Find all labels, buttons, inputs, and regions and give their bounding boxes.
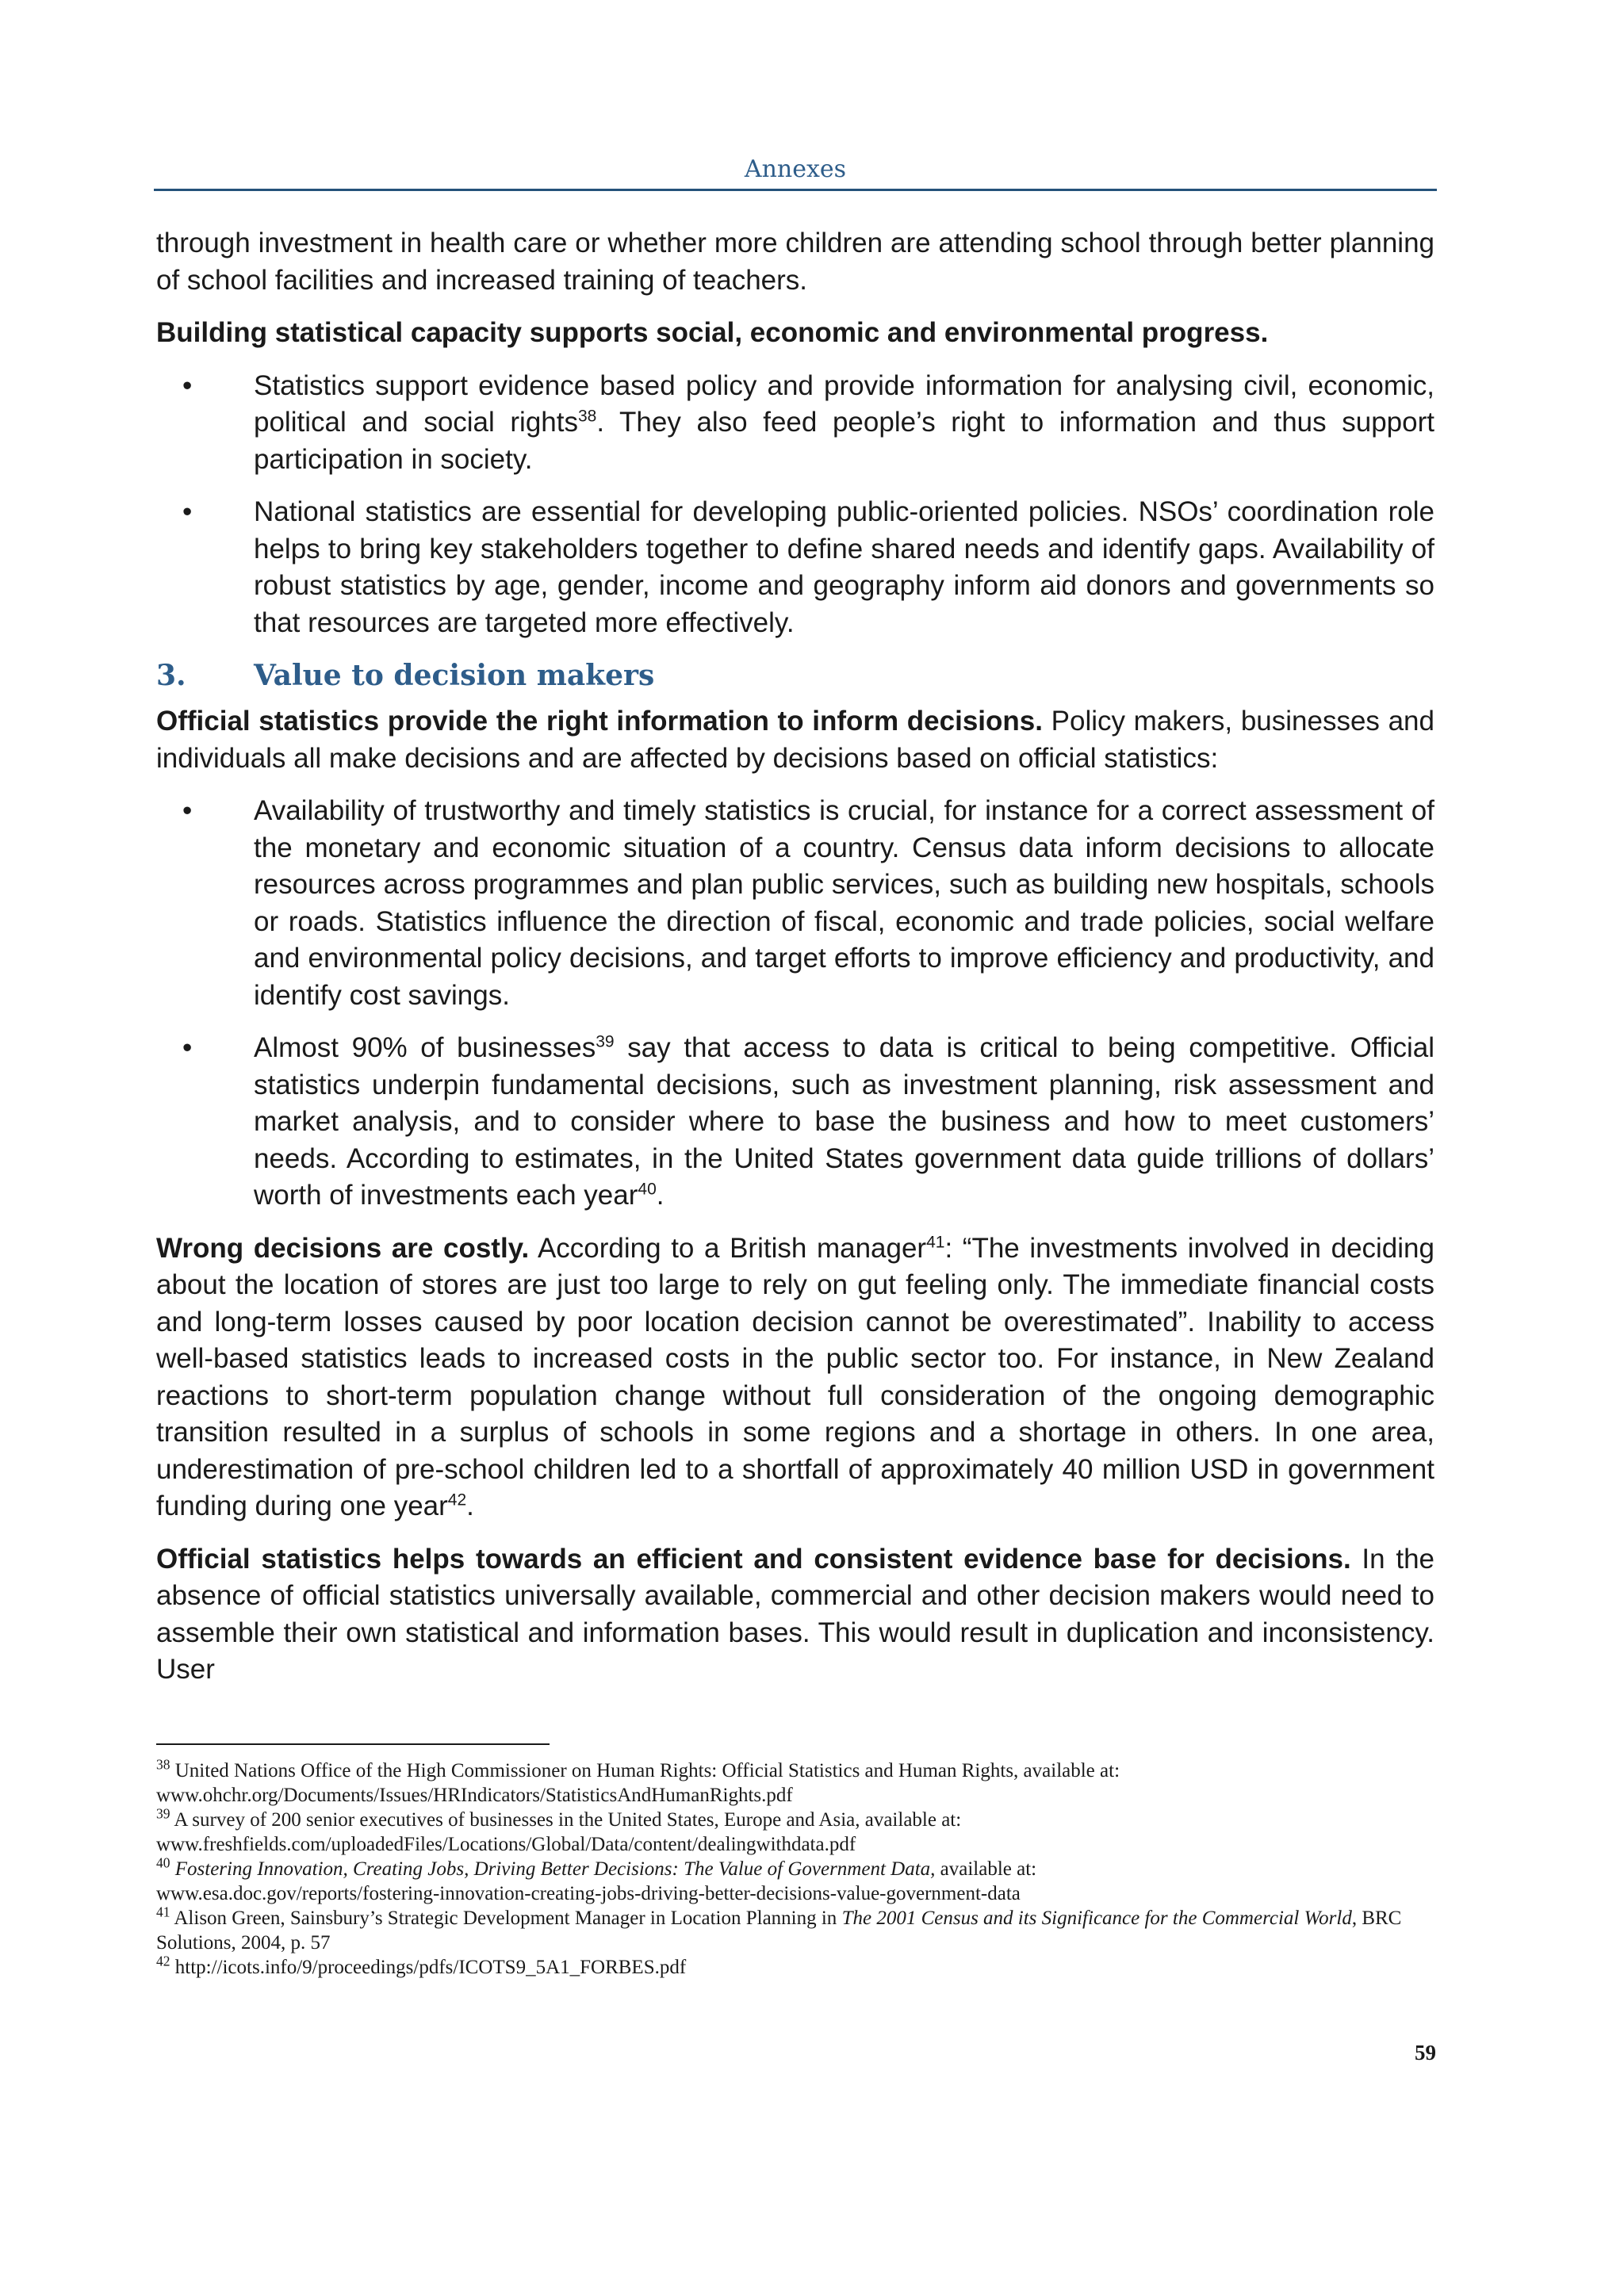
footnote-38	[156, 1758, 1434, 1808]
paragraph	[156, 1230, 1434, 1525]
paragraph-text: : “The investments involved in deciding about the location of stores are just too large to rely on gut feeling only. The immediate financial costs and long-term losses caused by poor location decision cannot be overestimated”. Inability to access well-based statistics leads to increased costs in the public sector too. For instance, in New Zealand reactions to short-term population change without full consideration of the ongoing demographic transition resulted in a surplus of schools in some regions and a shortage in others. In one area, underestimation of pre-school children led to a shortfall of approximately 40 million USD in government funding during one year	[156, 1232, 1434, 1521]
footnote-text: available at:	[935, 1858, 1037, 1880]
footnote-ref[interactable]: 41	[926, 1232, 945, 1251]
list-item: • Availability of trustworthy and timely statistics is crucial, for instance for a correct assessment of the monetary and economic situation of a country. Census data inform decisions to allocate resources across programmes and plan public services, such as building new hospitals, schools or roads. Statistics influence the direction of fiscal, economic and trade policies, social welfare and environmental policy decisions, and target efforts to improve efficiency and productivity, and identify cost savings.	[254, 793, 1434, 1014]
footnote-number: 38	[156, 1756, 170, 1773]
list-item: • National statistics are essential for developing public-oriented policies. NSOs’ coordination role helps to bring key stakeholders together to define shared needs and identify gaps. Availability of robust statistics by age, gender, income and geography inform aid donors and governments so that resources are targeted more effectively.	[254, 494, 1434, 641]
bold-lead: Official statistics helps towards an efficient and consistent evidence base for decisions.	[156, 1543, 1351, 1575]
footnote-link[interactable]: www.freshfields.com/uploadedFiles/Locations/Global/Data/content/dealingwithdata.pdf	[156, 1834, 856, 1855]
list-item	[254, 1030, 1434, 1215]
page-number: 59	[1415, 2041, 1436, 2064]
paragraph-text: According to a British manager	[529, 1232, 927, 1264]
section-title: Value to decision makers	[254, 659, 655, 692]
footnote-link[interactable]: www.esa.doc.gov/reports/fostering-innovation-creating-jobs-driving-better-decisions-value-government-data	[156, 1883, 1021, 1904]
list-item-text: Statistics support evidence based policy and provide information for analysing civil, economic, political and social rights	[254, 369, 1434, 438]
footnote-ref[interactable]: 39	[596, 1032, 615, 1051]
bold-lead: Wrong decisions are costly.	[156, 1232, 530, 1264]
footnote-number: 39	[156, 1805, 170, 1822]
footnote-number: 40	[156, 1854, 170, 1871]
paragraph	[156, 1541, 1434, 1689]
section-number: 3.	[156, 659, 186, 692]
footnote-link[interactable]: www.ohchr.org/Documents/Issues/HRIndicators/StatisticsAndHumanRights.pdf	[156, 1785, 793, 1806]
bold-lead: Building statistical capacity supports social, economic and environmental progress.	[156, 317, 1269, 348]
footnote-link[interactable]: http://icots.info/9/proceedings/pdfs/ICOTS9_5A1_FORBES.pdf	[170, 1957, 687, 1978]
paragraph-heading	[156, 315, 1434, 352]
paragraph	[156, 703, 1434, 777]
bullet-list	[156, 793, 1434, 1215]
footnote-39	[156, 1805, 1434, 1857]
list-item-text: .	[656, 1180, 665, 1211]
paragraph-text: Policy makers, businesses and individuals all make decisions and are affected by decisions based on official statistics:	[156, 706, 1434, 774]
footnote-ref[interactable]: 38	[577, 407, 597, 426]
footnote-ref[interactable]: 40	[638, 1180, 657, 1199]
footnote-title: The 2001 Census and its Significance for the Commercial World	[841, 1908, 1352, 1929]
footnotes	[156, 1758, 1434, 1980]
section-heading	[156, 657, 1434, 694]
list-item-text: Almost 90% of businesses	[254, 1032, 596, 1063]
paragraph-text: In the absence of official statistics universally available, commercial and other decision makers would need to assemble their own statistical and information bases. This would result in duplication and inconsistency. User	[156, 1543, 1435, 1685]
paragraph: through investment in health care or whether more children are attending school through better planning of school facilities and increased training of teachers.	[156, 228, 1434, 296]
body-text	[156, 225, 1434, 1705]
footnote-rule	[156, 1743, 550, 1745]
list-item-text: . They also feed people’s right to information and thus support participation in society.	[254, 407, 1434, 475]
header-rule	[154, 189, 1437, 191]
footnote-number: 42	[156, 1953, 170, 1969]
footnote-ref[interactable]: 42	[447, 1490, 467, 1510]
footnote-text: Alison Green, Sainsbury’s Strategic Development Manager in Location Planning in	[170, 1908, 842, 1929]
footnote-40	[156, 1854, 1434, 1906]
list-item	[254, 368, 1434, 479]
footnote-title: Fostering Innovation, Creating Jobs, Driving Better Decisions: The Value of Government Data,	[170, 1858, 936, 1880]
footnote-number: 41	[156, 1904, 170, 1920]
footnote-41	[156, 1906, 1434, 1955]
paragraph-text: .	[466, 1490, 474, 1521]
bullet-list	[156, 368, 1434, 642]
bold-lead: Official statistics provide the right information to inform decisions.	[156, 706, 1043, 737]
footnote-text: , BRC Solutions, 2004, p. 57	[156, 1908, 1402, 1954]
footnote-text: United Nations Office of the High Commissioner on Human Rights: Official Statistics and Human Rights, available at:	[170, 1760, 1120, 1781]
footnote-42	[156, 1955, 1434, 1980]
running-header: Annexes	[744, 155, 847, 183]
list-item-text: say that access to data is critical to being competitive. Official statistics underpin fundamental decisions, such as investment planning, risk assessment and market analysis, and to consider where to base the business and how to meet customers’ needs. According to estimates, in the United States government data guide trillions of dollars’ worth of investments each year	[254, 1032, 1434, 1211]
footnote-text: A survey of 200 senior executives of businesses in the United States, Europe and Asia, available at:	[170, 1809, 962, 1831]
